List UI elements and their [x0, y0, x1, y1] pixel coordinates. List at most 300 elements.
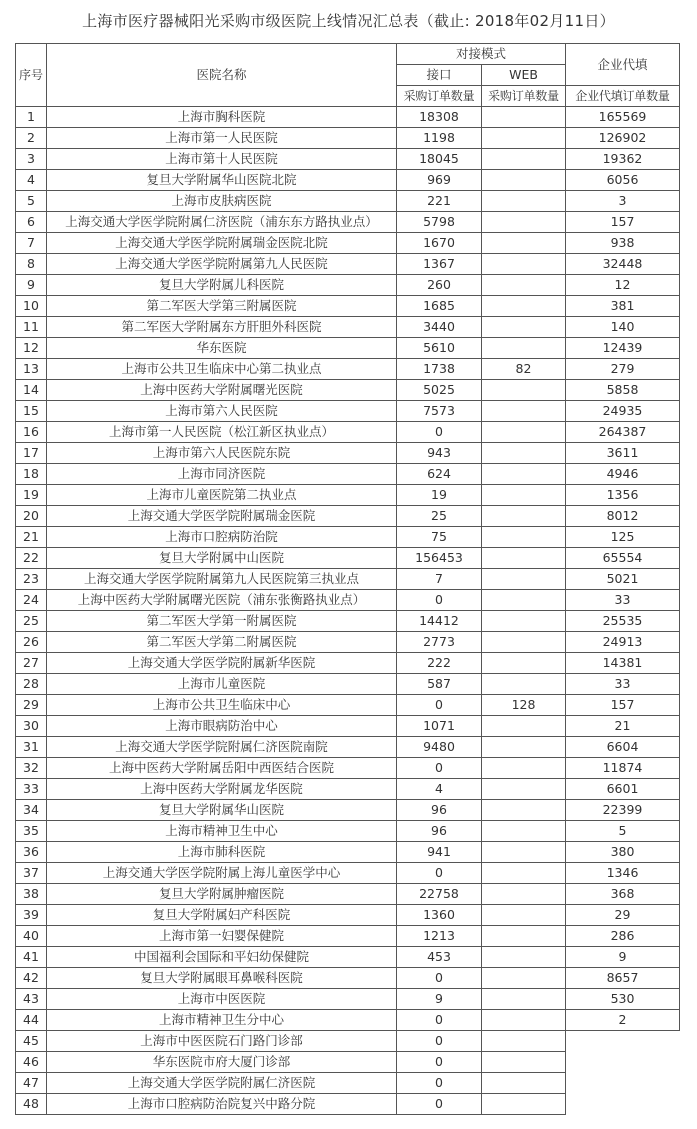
enterprise-orders-cell: 5858 — [566, 380, 680, 401]
hospital-name-cell: 上海市第六人民医院东院 — [47, 443, 397, 464]
interface-orders-cell: 0 — [397, 1052, 482, 1073]
table-row — [16, 695, 680, 716]
interface-orders-cell: 1670 — [397, 233, 482, 254]
hospital-name-cell: 华东医院 — [47, 338, 397, 359]
hospital-name-cell: 复旦大学附属妇产科医院 — [47, 905, 397, 926]
web-orders-cell — [482, 1094, 566, 1115]
table-row — [16, 968, 680, 989]
table-row — [16, 947, 680, 968]
interface-orders-cell: 0 — [397, 1094, 482, 1115]
hospital-name-cell: 上海市口腔病防治院 — [47, 527, 397, 548]
web-orders-cell — [482, 821, 566, 842]
hospital-name-cell: 上海市第六人民医院 — [47, 401, 397, 422]
table-row — [16, 464, 680, 485]
table-row — [16, 632, 680, 653]
enterprise-orders-cell: 381 — [566, 296, 680, 317]
interface-orders-cell: 9480 — [397, 737, 482, 758]
hospital-name-cell: 上海市眼病防治中心 — [47, 716, 397, 737]
web-orders-cell — [482, 338, 566, 359]
web-orders-cell — [482, 170, 566, 191]
row-index-cell: 43 — [16, 989, 47, 1010]
table-row — [16, 338, 680, 359]
hospital-name-cell: 上海市公共卫生临床中心第二执业点 — [47, 359, 397, 380]
enterprise-orders-cell: 264387 — [566, 422, 680, 443]
web-orders-cell — [482, 443, 566, 464]
interface-orders-cell: 7573 — [397, 401, 482, 422]
table-row — [16, 275, 680, 296]
web-orders-cell — [482, 569, 566, 590]
web-orders-cell — [482, 212, 566, 233]
hospital-name-cell: 上海中医药大学附属曙光医院 — [47, 380, 397, 401]
hospital-name-cell: 上海交通大学医学院附属仁济医院 — [47, 1073, 397, 1094]
hospital-name-cell: 华东医院市府大厦门诊部 — [47, 1052, 397, 1073]
row-index-cell: 8 — [16, 254, 47, 275]
table-row — [16, 653, 680, 674]
web-orders-cell — [482, 863, 566, 884]
table-row — [16, 1010, 680, 1031]
interface-orders-cell: 0 — [397, 968, 482, 989]
web-orders-cell — [482, 1073, 566, 1094]
table-row — [16, 128, 680, 149]
row-index-cell: 5 — [16, 191, 47, 212]
web-orders-cell — [482, 254, 566, 275]
interface-orders-cell: 9 — [397, 989, 482, 1010]
row-index-cell: 17 — [16, 443, 47, 464]
table-header — [16, 44, 680, 107]
enterprise-orders-cell: 12439 — [566, 338, 680, 359]
header-mode-group: 对接模式 — [397, 44, 566, 65]
row-index-cell: 11 — [16, 317, 47, 338]
header-interface-orders: 采购订单数量 — [397, 86, 482, 107]
interface-orders-cell: 1685 — [397, 296, 482, 317]
table-row — [16, 758, 680, 779]
interface-orders-cell: 222 — [397, 653, 482, 674]
header-interface: 接口 — [397, 65, 482, 86]
hospital-name-cell: 上海交通大学医学院附属仁济医院（浦东东方路执业点） — [47, 212, 397, 233]
row-index-cell: 18 — [16, 464, 47, 485]
table-row — [16, 548, 680, 569]
enterprise-orders-cell: 22399 — [566, 800, 680, 821]
interface-orders-cell: 75 — [397, 527, 482, 548]
row-index-cell: 1 — [16, 107, 47, 128]
enterprise-orders-cell: 286 — [566, 926, 680, 947]
enterprise-orders-cell — [566, 1052, 680, 1073]
table-row — [16, 1073, 680, 1094]
enterprise-orders-cell: 5021 — [566, 569, 680, 590]
row-index-cell: 45 — [16, 1031, 47, 1052]
row-index-cell: 7 — [16, 233, 47, 254]
web-orders-cell: 128 — [482, 695, 566, 716]
enterprise-orders-cell: 2 — [566, 1010, 680, 1031]
enterprise-orders-cell: 24913 — [566, 632, 680, 653]
header-enterprise-orders: 企业代填订单数量 — [566, 86, 680, 107]
interface-orders-cell: 2773 — [397, 632, 482, 653]
row-index-cell: 48 — [16, 1094, 47, 1115]
hospital-name-cell: 上海市精神卫生分中心 — [47, 1010, 397, 1031]
web-orders-cell — [482, 653, 566, 674]
web-orders-cell — [482, 464, 566, 485]
row-index-cell: 31 — [16, 737, 47, 758]
enterprise-orders-cell — [566, 1031, 680, 1052]
interface-orders-cell: 5610 — [397, 338, 482, 359]
enterprise-orders-cell: 33 — [566, 590, 680, 611]
row-index-cell: 40 — [16, 926, 47, 947]
table-row — [16, 611, 680, 632]
enterprise-orders-cell: 6056 — [566, 170, 680, 191]
web-orders-cell — [482, 590, 566, 611]
web-orders-cell — [482, 233, 566, 254]
hospital-name-cell: 上海市中医医院 — [47, 989, 397, 1010]
table-row — [16, 422, 680, 443]
enterprise-orders-cell: 24935 — [566, 401, 680, 422]
interface-orders-cell: 941 — [397, 842, 482, 863]
hospital-name-cell: 上海市儿童医院第二执业点 — [47, 485, 397, 506]
table-row — [16, 359, 680, 380]
table-row — [16, 674, 680, 695]
interface-orders-cell: 0 — [397, 422, 482, 443]
web-orders-cell — [482, 548, 566, 569]
web-orders-cell — [482, 611, 566, 632]
hospital-name-cell: 上海市同济医院 — [47, 464, 397, 485]
row-index-cell: 47 — [16, 1073, 47, 1094]
table-row — [16, 884, 680, 905]
table-row — [16, 191, 680, 212]
interface-orders-cell: 1213 — [397, 926, 482, 947]
enterprise-orders-cell: 368 — [566, 884, 680, 905]
web-orders-cell — [482, 905, 566, 926]
web-orders-cell — [482, 1010, 566, 1031]
enterprise-orders-cell: 4946 — [566, 464, 680, 485]
enterprise-orders-cell: 8657 — [566, 968, 680, 989]
enterprise-orders-cell: 5 — [566, 821, 680, 842]
enterprise-orders-cell: 6601 — [566, 779, 680, 800]
hospital-name-cell: 中国福利会国际和平妇幼保健院 — [47, 947, 397, 968]
row-index-cell: 21 — [16, 527, 47, 548]
hospital-name-cell: 第二军医大学第三附属医院 — [47, 296, 397, 317]
table-row — [16, 821, 680, 842]
interface-orders-cell: 5798 — [397, 212, 482, 233]
table-row — [16, 506, 680, 527]
hospital-name-cell: 上海市口腔病防治院复兴中路分院 — [47, 1094, 397, 1115]
hospital-name-cell: 复旦大学附属儿科医院 — [47, 275, 397, 296]
table-row — [16, 926, 680, 947]
web-orders-cell — [482, 947, 566, 968]
interface-orders-cell: 0 — [397, 1031, 482, 1052]
web-orders-cell — [482, 380, 566, 401]
row-index-cell: 34 — [16, 800, 47, 821]
interface-orders-cell: 3440 — [397, 317, 482, 338]
row-index-cell: 28 — [16, 674, 47, 695]
hospital-name-cell: 上海市第一妇婴保健院 — [47, 926, 397, 947]
web-orders-cell — [482, 1052, 566, 1073]
interface-orders-cell: 1071 — [397, 716, 482, 737]
enterprise-orders-cell: 125 — [566, 527, 680, 548]
row-index-cell: 2 — [16, 128, 47, 149]
enterprise-orders-cell — [566, 1094, 680, 1115]
web-orders-cell — [482, 401, 566, 422]
interface-orders-cell: 5025 — [397, 380, 482, 401]
hospital-name-cell: 上海市第一人民医院（松江新区执业点） — [47, 422, 397, 443]
hospital-name-cell: 复旦大学附属中山医院 — [47, 548, 397, 569]
row-index-cell: 22 — [16, 548, 47, 569]
web-orders-cell — [482, 800, 566, 821]
table-row — [16, 1094, 680, 1115]
hospital-summary-table — [15, 43, 680, 1115]
web-orders-cell — [482, 632, 566, 653]
row-index-cell: 23 — [16, 569, 47, 590]
table-row — [16, 590, 680, 611]
interface-orders-cell: 96 — [397, 800, 482, 821]
row-index-cell: 44 — [16, 1010, 47, 1031]
enterprise-orders-cell: 21 — [566, 716, 680, 737]
interface-orders-cell: 156453 — [397, 548, 482, 569]
table-row — [16, 296, 680, 317]
hospital-name-cell: 复旦大学附属肿瘤医院 — [47, 884, 397, 905]
row-index-cell: 39 — [16, 905, 47, 926]
table-row — [16, 800, 680, 821]
table-row — [16, 254, 680, 275]
enterprise-orders-cell: 157 — [566, 695, 680, 716]
row-index-cell: 14 — [16, 380, 47, 401]
interface-orders-cell: 1198 — [397, 128, 482, 149]
row-index-cell: 9 — [16, 275, 47, 296]
interface-orders-cell: 453 — [397, 947, 482, 968]
row-index-cell: 10 — [16, 296, 47, 317]
page-title: 上海市医疗器械阳光采购市级医院上线情况汇总表（截止: 2018年02月11日） — [82, 12, 615, 30]
interface-orders-cell: 14412 — [397, 611, 482, 632]
table-row — [16, 1052, 680, 1073]
web-orders-cell — [482, 149, 566, 170]
enterprise-orders-cell: 9 — [566, 947, 680, 968]
hospital-name-cell: 上海市肺科医院 — [47, 842, 397, 863]
table-row — [16, 716, 680, 737]
interface-orders-cell: 7 — [397, 569, 482, 590]
hospital-name-cell: 复旦大学附属华山医院 — [47, 800, 397, 821]
row-index-cell: 33 — [16, 779, 47, 800]
web-orders-cell — [482, 485, 566, 506]
hospital-name-cell: 上海市公共卫生临床中心 — [47, 695, 397, 716]
table-body — [16, 107, 680, 1115]
enterprise-orders-cell: 380 — [566, 842, 680, 863]
interface-orders-cell: 969 — [397, 170, 482, 191]
enterprise-orders-cell: 3611 — [566, 443, 680, 464]
enterprise-orders-cell: 938 — [566, 233, 680, 254]
web-orders-cell — [482, 989, 566, 1010]
web-orders-cell — [482, 275, 566, 296]
row-index-cell: 15 — [16, 401, 47, 422]
row-index-cell: 4 — [16, 170, 47, 191]
hospital-name-cell: 上海交通大学医学院附属新华医院 — [47, 653, 397, 674]
header-hospital-name: 医院名称 — [47, 44, 397, 107]
web-orders-cell — [482, 926, 566, 947]
table-row — [16, 212, 680, 233]
row-index-cell: 27 — [16, 653, 47, 674]
table-row — [16, 842, 680, 863]
row-index-cell: 20 — [16, 506, 47, 527]
enterprise-orders-cell: 165569 — [566, 107, 680, 128]
enterprise-orders-cell: 33 — [566, 674, 680, 695]
enterprise-orders-cell — [566, 1073, 680, 1094]
web-orders-cell — [482, 884, 566, 905]
hospital-name-cell: 第二军医大学附属东方肝胆外科医院 — [47, 317, 397, 338]
enterprise-orders-cell: 11874 — [566, 758, 680, 779]
row-index-cell: 13 — [16, 359, 47, 380]
table-row — [16, 401, 680, 422]
hospital-name-cell: 上海交通大学医学院附属仁济医院南院 — [47, 737, 397, 758]
hospital-name-cell: 上海中医药大学附属曙光医院（浦东张衡路执业点） — [47, 590, 397, 611]
interface-orders-cell: 0 — [397, 695, 482, 716]
table-row — [16, 233, 680, 254]
interface-orders-cell: 260 — [397, 275, 482, 296]
web-orders-cell — [482, 779, 566, 800]
row-index-cell: 26 — [16, 632, 47, 653]
web-orders-cell — [482, 737, 566, 758]
interface-orders-cell: 221 — [397, 191, 482, 212]
row-index-cell: 25 — [16, 611, 47, 632]
row-index-cell: 35 — [16, 821, 47, 842]
enterprise-orders-cell: 19362 — [566, 149, 680, 170]
web-orders-cell — [482, 1031, 566, 1052]
web-orders-cell — [482, 716, 566, 737]
web-orders-cell — [482, 422, 566, 443]
interface-orders-cell: 1367 — [397, 254, 482, 275]
hospital-name-cell: 上海交通大学医学院附属上海儿童医学中心 — [47, 863, 397, 884]
enterprise-orders-cell: 25535 — [566, 611, 680, 632]
web-orders-cell: 82 — [482, 359, 566, 380]
web-orders-cell — [482, 842, 566, 863]
enterprise-orders-cell: 3 — [566, 191, 680, 212]
row-index-cell: 30 — [16, 716, 47, 737]
interface-orders-cell: 0 — [397, 1010, 482, 1031]
web-orders-cell — [482, 191, 566, 212]
table-row — [16, 107, 680, 128]
enterprise-orders-cell: 279 — [566, 359, 680, 380]
table-row — [16, 905, 680, 926]
hospital-name-cell: 上海交通大学医学院附属第九人民医院第三执业点 — [47, 569, 397, 590]
row-index-cell: 29 — [16, 695, 47, 716]
row-index-cell: 38 — [16, 884, 47, 905]
enterprise-orders-cell: 1346 — [566, 863, 680, 884]
row-index-cell: 12 — [16, 338, 47, 359]
row-index-cell: 16 — [16, 422, 47, 443]
table-row — [16, 443, 680, 464]
table-row — [16, 527, 680, 548]
hospital-name-cell: 上海中医药大学附属龙华医院 — [47, 779, 397, 800]
table-row — [16, 170, 680, 191]
hospital-name-cell: 上海市第一人民医院 — [47, 128, 397, 149]
interface-orders-cell: 19 — [397, 485, 482, 506]
enterprise-orders-cell: 29 — [566, 905, 680, 926]
row-index-cell: 46 — [16, 1052, 47, 1073]
web-orders-cell — [482, 758, 566, 779]
interface-orders-cell: 0 — [397, 590, 482, 611]
table-row — [16, 863, 680, 884]
interface-orders-cell: 22758 — [397, 884, 482, 905]
web-orders-cell — [482, 128, 566, 149]
hospital-name-cell: 上海市中医医院石门路门诊部 — [47, 1031, 397, 1052]
row-index-cell: 6 — [16, 212, 47, 233]
table-row — [16, 485, 680, 506]
interface-orders-cell: 96 — [397, 821, 482, 842]
enterprise-orders-cell: 12 — [566, 275, 680, 296]
enterprise-orders-cell: 140 — [566, 317, 680, 338]
interface-orders-cell: 4 — [397, 779, 482, 800]
row-index-cell: 32 — [16, 758, 47, 779]
web-orders-cell — [482, 506, 566, 527]
enterprise-orders-cell: 65554 — [566, 548, 680, 569]
hospital-name-cell: 上海中医药大学附属岳阳中西医结合医院 — [47, 758, 397, 779]
interface-orders-cell: 587 — [397, 674, 482, 695]
hospital-name-cell: 上海交通大学医学院附属瑞金医院北院 — [47, 233, 397, 254]
table-row — [16, 779, 680, 800]
interface-orders-cell: 624 — [397, 464, 482, 485]
web-orders-cell — [482, 968, 566, 989]
interface-orders-cell: 18045 — [397, 149, 482, 170]
hospital-name-cell: 上海交通大学医学院附属瑞金医院 — [47, 506, 397, 527]
table-row — [16, 569, 680, 590]
enterprise-orders-cell: 1356 — [566, 485, 680, 506]
web-orders-cell — [482, 317, 566, 338]
web-orders-cell — [482, 296, 566, 317]
interface-orders-cell: 18308 — [397, 107, 482, 128]
interface-orders-cell: 0 — [397, 758, 482, 779]
row-index-cell: 37 — [16, 863, 47, 884]
enterprise-orders-cell: 157 — [566, 212, 680, 233]
hospital-name-cell: 上海市第十人民医院 — [47, 149, 397, 170]
header-web: WEB — [482, 65, 566, 86]
table-row — [16, 317, 680, 338]
hospital-name-cell: 复旦大学附属华山医院北院 — [47, 170, 397, 191]
row-index-cell: 41 — [16, 947, 47, 968]
table-row — [16, 380, 680, 401]
table-row — [16, 737, 680, 758]
header-enterprise: 企业代填 — [566, 44, 680, 86]
interface-orders-cell: 0 — [397, 863, 482, 884]
web-orders-cell — [482, 527, 566, 548]
hospital-name-cell: 上海市儿童医院 — [47, 674, 397, 695]
web-orders-cell — [482, 674, 566, 695]
hospital-name-cell: 上海交通大学医学院附属第九人民医院 — [47, 254, 397, 275]
interface-orders-cell: 0 — [397, 1073, 482, 1094]
table-row — [16, 149, 680, 170]
table-row — [16, 1031, 680, 1052]
enterprise-orders-cell: 8012 — [566, 506, 680, 527]
interface-orders-cell: 1738 — [397, 359, 482, 380]
row-index-cell: 24 — [16, 590, 47, 611]
row-index-cell: 42 — [16, 968, 47, 989]
header-web-orders: 采购订单数量 — [482, 86, 566, 107]
hospital-name-cell: 第二军医大学第一附属医院 — [47, 611, 397, 632]
hospital-name-cell: 第二军医大学第二附属医院 — [47, 632, 397, 653]
hospital-name-cell: 上海市皮肤病医院 — [47, 191, 397, 212]
hospital-name-cell: 上海市胸科医院 — [47, 107, 397, 128]
interface-orders-cell: 943 — [397, 443, 482, 464]
enterprise-orders-cell: 32448 — [566, 254, 680, 275]
hospital-name-cell: 上海市精神卫生中心 — [47, 821, 397, 842]
hospital-name-cell: 复旦大学附属眼耳鼻喉科医院 — [47, 968, 397, 989]
row-index-cell: 3 — [16, 149, 47, 170]
header-index: 序号 — [16, 44, 47, 107]
row-index-cell: 19 — [16, 485, 47, 506]
enterprise-orders-cell: 126902 — [566, 128, 680, 149]
row-index-cell: 36 — [16, 842, 47, 863]
enterprise-orders-cell: 6604 — [566, 737, 680, 758]
enterprise-orders-cell: 530 — [566, 989, 680, 1010]
interface-orders-cell: 1360 — [397, 905, 482, 926]
interface-orders-cell: 25 — [397, 506, 482, 527]
table-row — [16, 989, 680, 1010]
web-orders-cell — [482, 107, 566, 128]
